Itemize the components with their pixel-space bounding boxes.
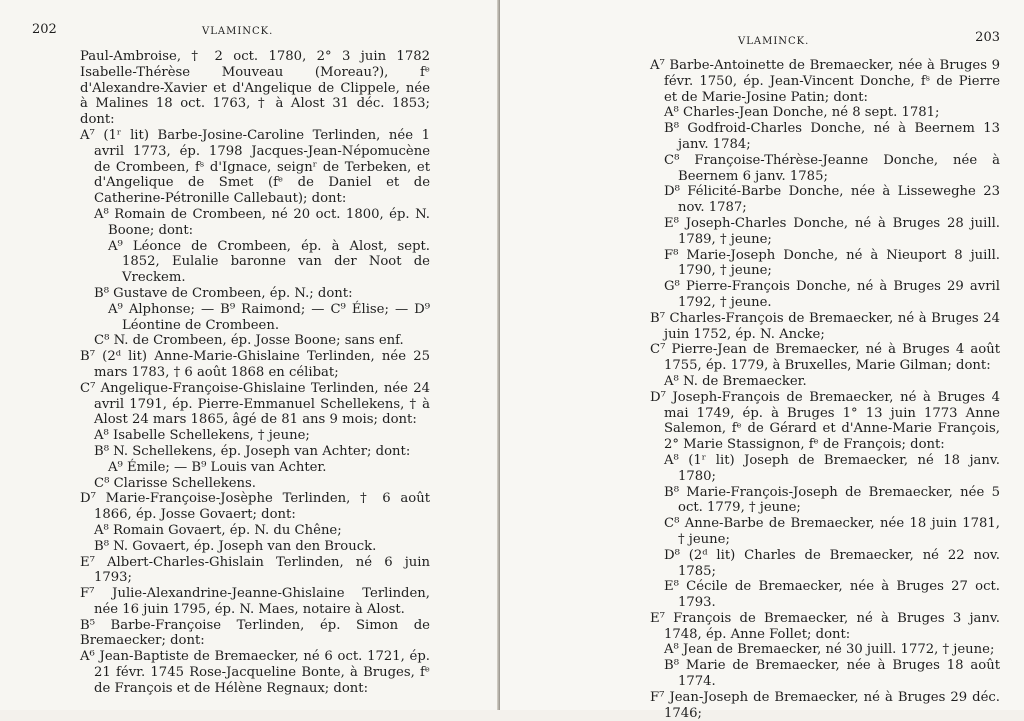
genealogy-entry: D⁷ Joseph-François de Bremaecker, né à Bruges 4 mai 1749, ép. à Bruges 1° 13 juin 1773 Anne Salemon, fᵉ de Gérard et d'Anne-Marie François, 2° Marie Stassignon, fᵉ de François; dont: (650, 389, 1000, 453)
genealogy-entry: E⁷ François de Bremaecker, né à Bruges 3 janv. 1748, ép. Anne Follet; dont: (650, 610, 1000, 642)
genealogy-entry: A⁸ N. de Bremaecker. (664, 373, 807, 389)
genealogy-entry: A⁹ Émile; — B⁹ Louis van Achter. (108, 459, 327, 475)
genealogy-entry: A⁸ (1ʳ lit) Joseph de Bremaecker, né 18 janv. 1780; (664, 452, 1000, 484)
genealogy-entry: E⁸ Cécile de Bremaecker, née à Bruges 27 oct. 1793. (664, 579, 1000, 611)
genealogy-entry: B⁸ Marie-François-Joseph de Bremaecker, née 5 oct. 1779, † jeune; (664, 484, 1000, 516)
genealogy-entry: B⁸ N. Schellekens, ép. Joseph van Achter; dont: (94, 443, 411, 459)
genealogy-entry: G⁸ Pierre-François Donche, né à Bruges 29 avril 1792, † jeune. (664, 279, 1000, 310)
genealogy-entry: B⁸ Gustave de Crombeen, ép. N.; dont: (94, 285, 353, 301)
left-page (0, 0, 500, 710)
left-page-text (80, 49, 430, 697)
right-page (500, 0, 1024, 721)
genealogy-entry: A⁸ Charles-Jean Donche, né 8 sept. 1781; (664, 105, 940, 121)
page-number-right: 203 (975, 30, 1000, 45)
genealogy-entry: F⁷ Julie-Alexandrine-Jeanne-Ghislaine Terlinden, née 16 juin 1795, ép. N. Maes, notaire à Alost. (80, 586, 430, 617)
page-number-left: 202 (32, 22, 57, 37)
running-head-left: VLAMINCK. (202, 26, 274, 37)
genealogy-entry: A⁷ (1ʳ lit) Barbe-Josine-Caroline Terlinden, née 1 avril 1773, ép. 1798 Jacques-Jean-Népomucène de Crombeen, fˢ d'Ignace, seignʳ de Terbeken, et d'Angelique de Smet (fᵉ de Daniel et de Catherine-Pétronille Callebaut); dont: (80, 127, 430, 207)
genealogy-entry: E⁷ Albert-Charles-Ghislain Terlinden, né 6 juin 1793; (80, 554, 430, 586)
genealogy-entry: F⁷ Jean-Joseph de Bremaecker, né à Bruges 29 déc. 1746; (650, 689, 1000, 721)
right-page-text (650, 58, 1000, 721)
genealogy-entry: B⁸ Godfroid-Charles Donche, né à Beernem 13 janv. 1784; (664, 121, 1000, 152)
genealogy-entry: A⁸ Romain de Crombeen, né 20 oct. 1800, ép. N. Boone; dont: (94, 206, 430, 238)
genealogy-entry: E⁸ Joseph-Charles Donche, né à Bruges 28 juill. 1789, † jeune; (664, 215, 1000, 247)
genealogy-entry: D⁷ Marie-Françoise-Josèphe Terlinden, † 6 août 1866, ép. Josse Govaert; dont: (80, 491, 430, 523)
genealogy-entry: A⁹ Léonce de Crombeen, ép. à Alost, sept. 1852, Eulalie baronne van der Noot de Vreckem. (108, 238, 430, 286)
genealogy-entry: B⁸ N. Govaert, ép. Joseph van den Brouck. (94, 538, 377, 554)
genealogy-entry: C⁸ Françoise-Thérèse-Jeanne Donche, née à Beernem 6 janv. 1785; (664, 152, 1000, 184)
genealogy-entry: C⁷ Angelique-Françoise-Ghislaine Terlinden, née 24 avril 1791, ép. Pierre-Emmanuel Schellekens, † à Alost 24 mars 1865, âgé de 81 ans 9 mois; dont: (80, 380, 430, 428)
genealogy-entry: F⁸ Marie-Joseph Donche, né à Nieuport 8 juill. 1790, † jeune; (664, 247, 1000, 279)
genealogy-entry: B⁷ Charles-François de Bremaecker, né à Bruges 24 juin 1752, ép. N. Ancke; (650, 310, 1000, 342)
genealogy-entry: A⁶ Jean-Baptiste de Bremaecker, né 6 oct. 1721, ép. 21 févr. 1745 Rose-Jacqueline Bonte, à Bruges, fᵉ de François et de Hélène Regnaux; dont: (80, 649, 430, 696)
genealogy-entry: C⁷ Pierre-Jean de Bremaecker, né à Bruges 4 août 1755, ép. 1779, à Bruxelles, Marie Gilman; dont: (650, 342, 1000, 374)
genealogy-entry: C⁸ Clarisse Schellekens. (94, 475, 256, 491)
running-head-right: VLAMINCK. (738, 36, 810, 47)
genealogy-entry: D⁸ (2ᵈ lit) Charles de Bremaecker, né 22 nov. 1785; (664, 547, 1000, 579)
genealogy-entry: B⁷ (2ᵈ lit) Anne-Marie-Ghislaine Terlinden, née 25 mars 1783, † 6 août 1868 en célibat; (80, 349, 430, 380)
genealogy-entry: A⁹ Alphonse; — B⁹ Raimond; — C⁹ Élise; — D⁹ Léontine de Crombeen. (108, 301, 430, 333)
genealogy-entry: A⁸ Jean de Bremaecker, né 30 juill. 1772, † jeune; (664, 642, 995, 658)
genealogy-entry: B⁵ Barbe-Françoise Terlinden, ép. Simon de Bremaecker; dont: (80, 617, 430, 649)
genealogy-entry: B⁸ Marie de Bremaecker, née à Bruges 18 août 1774. (664, 658, 1000, 690)
genealogy-entry: D⁸ Félicité-Barbe Donche, née à Lisseweghe 23 nov. 1787; (664, 184, 1000, 216)
genealogy-entry: C⁸ N. de Crombeen, ép. Josse Boone; sans enf. (94, 333, 404, 349)
genealogy-entry: A⁸ Romain Govaert, ép. N. du Chêne; (94, 522, 342, 538)
genealogy-entry: C⁸ Anne-Barbe de Bremaecker, née 18 juin 1781, † jeune; (664, 516, 1000, 547)
genealogy-entry: Paul-Ambroise, † 2 oct. 1780, 2° 3 juin 1782 Isabelle-Thérèse Mouveau (Moreau?), fᵉ d'Alexandre-Xavier et d'Angelique de Clippele, née à Malines 18 oct. 1763, † à Alost 31 déc. 1853; dont: (80, 49, 430, 128)
genealogy-entry: A⁷ Barbe-Antoinette de Bremaecker, née à Bruges 9 févr. 1750, ép. Jean-Vincent Donche, fˢ de Pierre et de Marie-Josine Patin; dont: (650, 58, 1000, 105)
genealogy-entry: A⁸ Isabelle Schellekens, † jeune; (94, 428, 310, 444)
